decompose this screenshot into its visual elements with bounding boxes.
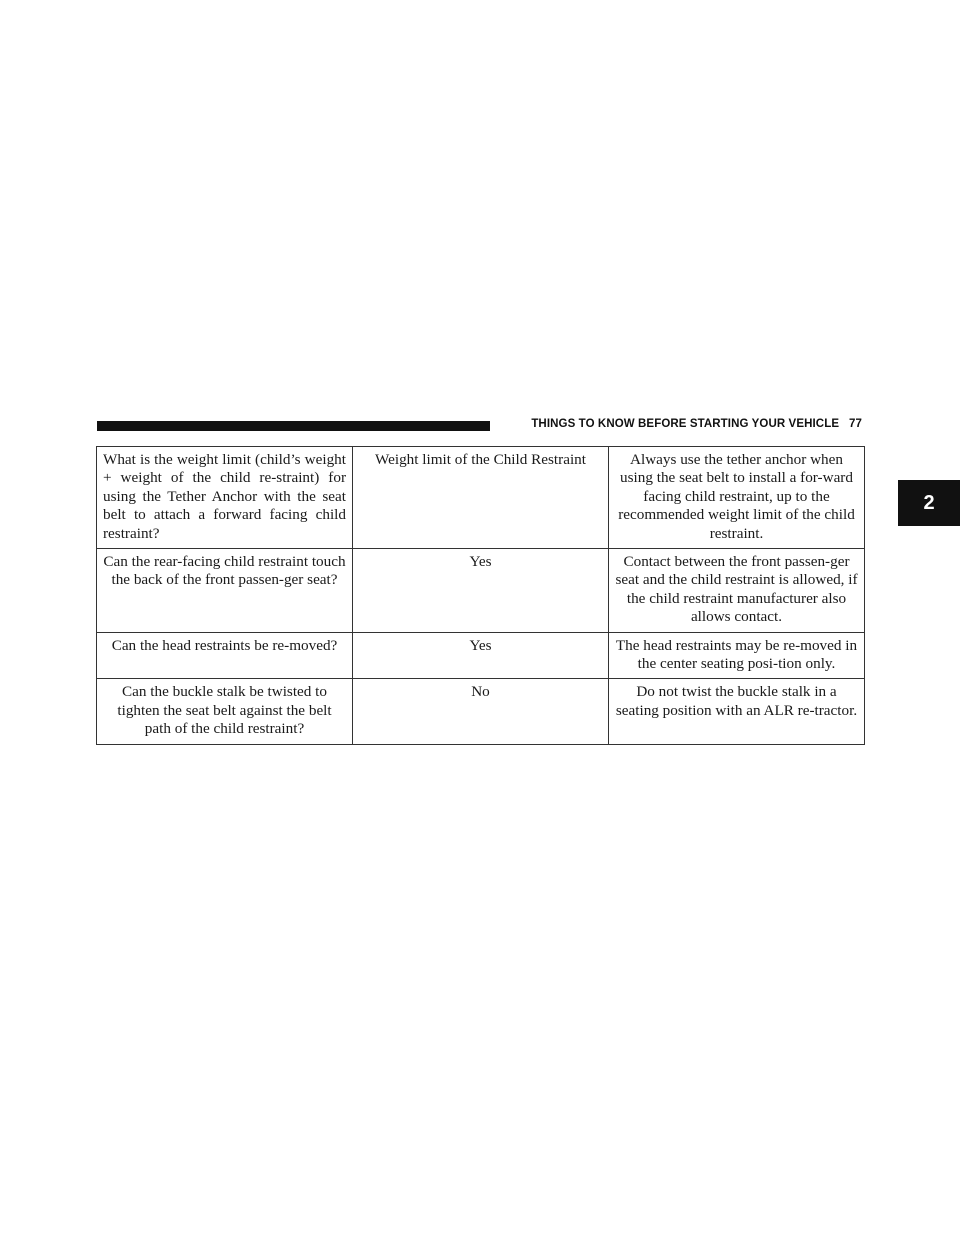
answer-cell: No <box>353 679 609 744</box>
note-cell: Do not twist the buckle stalk in a seating position with an ALR re-tractor. <box>609 679 865 744</box>
chapter-tab: 2 <box>898 480 960 526</box>
answer-cell: Weight limit of the Child Restraint <box>353 447 609 549</box>
answer-cell: Yes <box>353 632 609 679</box>
question-cell: Can the buckle stalk be twisted to tighten the seat belt against the belt path of the child restraint? <box>97 679 353 744</box>
table-row <box>97 549 865 633</box>
table-row <box>97 679 865 744</box>
answer-cell: Yes <box>353 549 609 633</box>
note-cell: Always use the tether anchor when using the seat belt to install a for-ward facing child restraint, up to the recommended weight limit of the child restraint. <box>609 447 865 549</box>
note-cell: The head restraints may be re-moved in the center seating posi-tion only. <box>609 632 865 679</box>
table-row <box>97 632 865 679</box>
page-number: 77 <box>849 418 862 430</box>
note-cell: Contact between the front passen-ger seat and the child restraint is allowed, if the child restraint manufacturer also allows contact. <box>609 549 865 633</box>
running-header <box>502 418 862 430</box>
header-title: THINGS TO KNOW BEFORE STARTING YOUR VEHICLE <box>531 418 840 430</box>
question-cell: What is the weight limit (child’s weight + weight of the child re-straint) for using the Tether Anchor with the seat belt to attach a forward facing child restraint? <box>97 447 353 549</box>
question-cell: Can the head restraints be re-moved? <box>97 632 353 679</box>
table-row <box>97 447 865 549</box>
header-rule <box>97 421 490 431</box>
child-restraint-table <box>96 446 865 745</box>
question-cell: Can the rear-facing child restraint touch the back of the front passen-ger seat? <box>97 549 353 633</box>
